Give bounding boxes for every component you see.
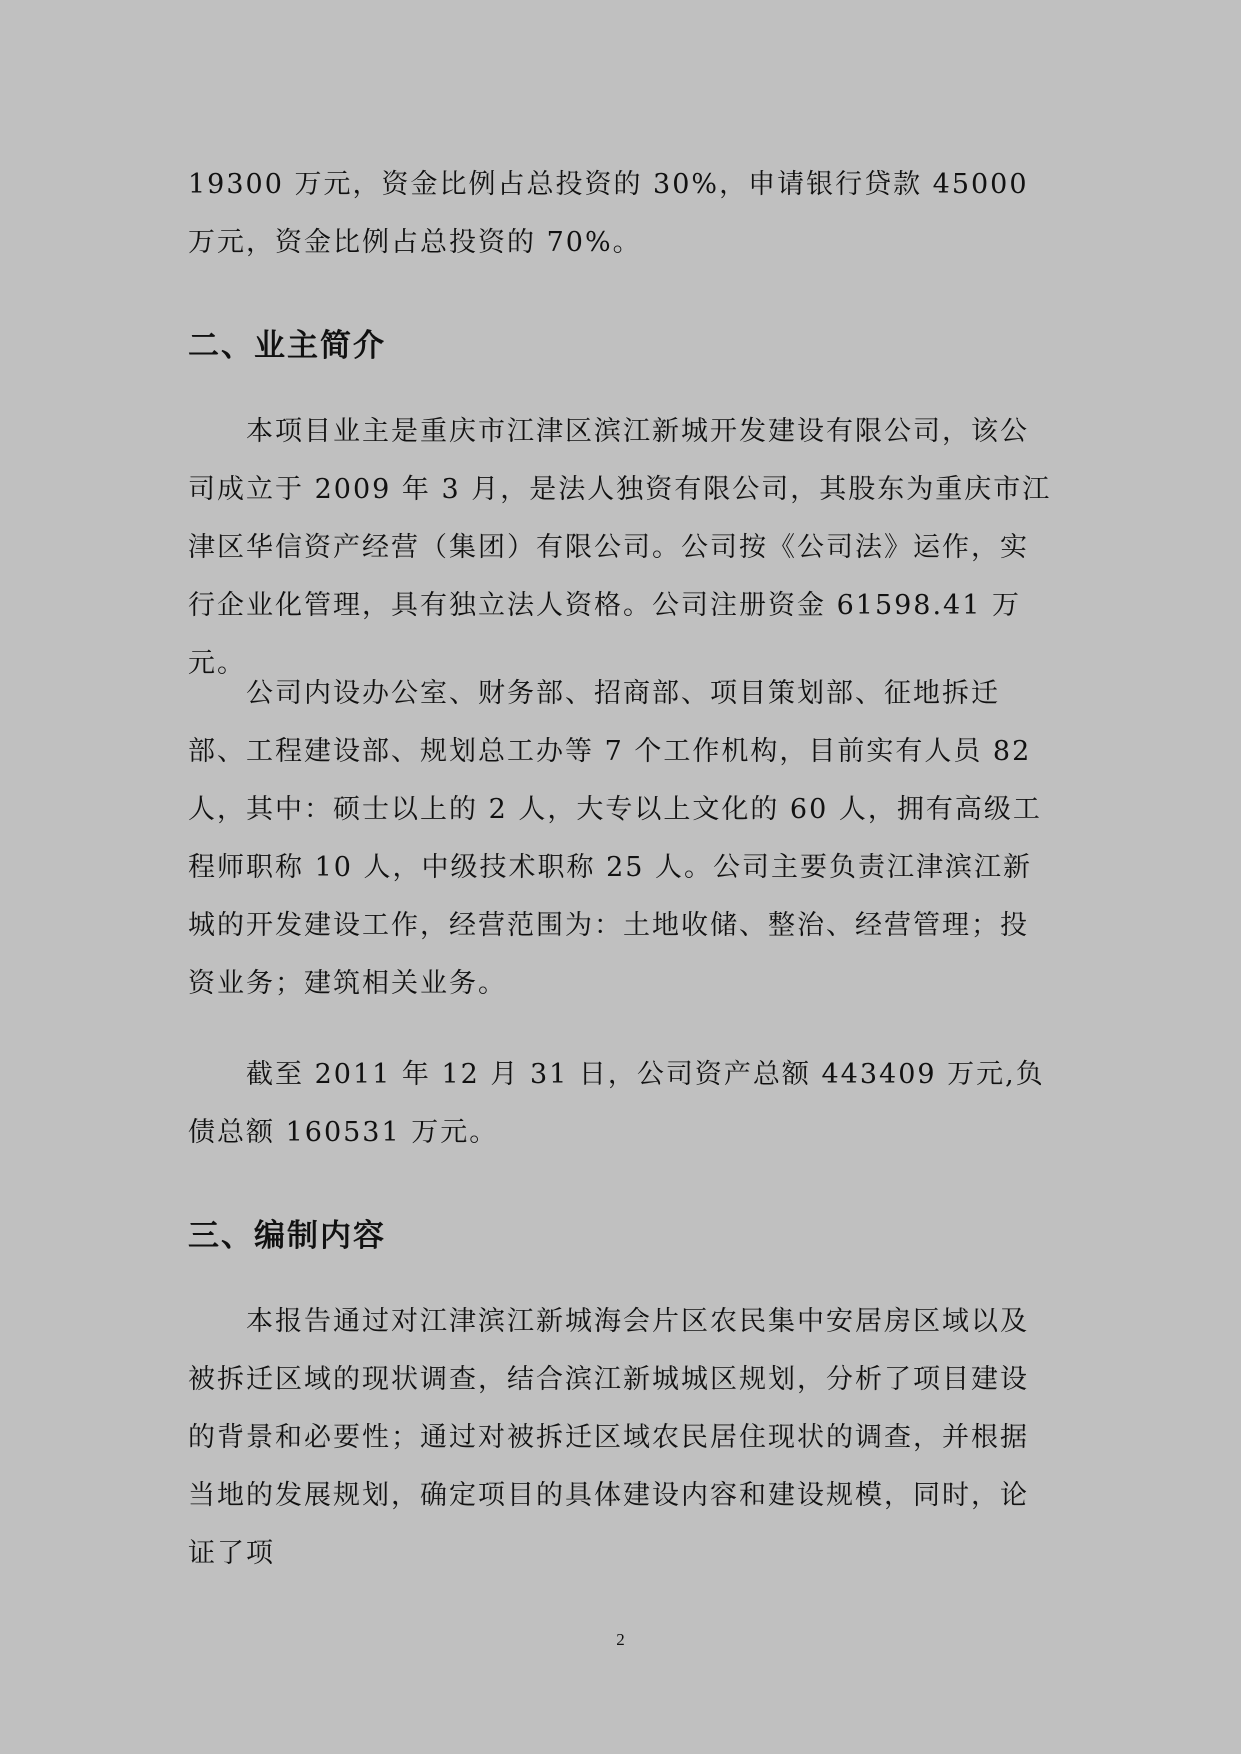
company-structure-paragraph: 公司内设办公室、财务部、招商部、项目策划部、征地拆迁部、工程建设部、规划总工办等 7 个工作机构，目前实有人员 82 人，其中：硕士以上的 2 人，大专以上文化的 60 人，拥有高级工程师职称 10 人，中级技术职称 25 人。公司主要负责江津滨江新城的开发建设工作，经营范围为：土地收储、整治、经营管理；投资业务；建筑相关业务。 <box>188 678 1042 999</box>
owner-intro-paragraph: 本项目业主是重庆市江津区滨江新城开发建设有限公司，该公司成立于 2009 年 3 月，是法人独资有限公司，其股东为重庆市江津区华信资产经营（集团）有限公司。公司按《公司法》运作，实行企业化管理，具有独立法人资格。公司注册资金 61598.41 万元。 <box>188 416 1052 679</box>
section-heading-owner-intro: 二、业主简介 <box>188 328 386 364</box>
compilation-content-paragraph: 本报告通过对江津滨江新城海会片区农民集中安居房区域以及被拆迁区域的现状调查，结合滨江新城城区规划，分析了项目建设的背景和必要性；通过对被拆迁区域农民居住现状的调查，并根据当地的发展规划，确定项目的具体建设内容和建设规模，同时，论证了项 <box>188 1306 1029 1569</box>
page-number: 2 <box>616 1630 625 1649</box>
section-heading-compilation-content: 三、编制内容 <box>188 1218 386 1254</box>
funding-paragraph: 19300 万元，资金比例占总投资的 30%，申请银行贷款 45000 万元，资金比例占总投资的 70%。 <box>188 169 1029 258</box>
company-assets-paragraph: 截至 2011 年 12 月 31 日，公司资产总额 443409 万元,负债总额 160531 万元。 <box>188 1059 1045 1148</box>
